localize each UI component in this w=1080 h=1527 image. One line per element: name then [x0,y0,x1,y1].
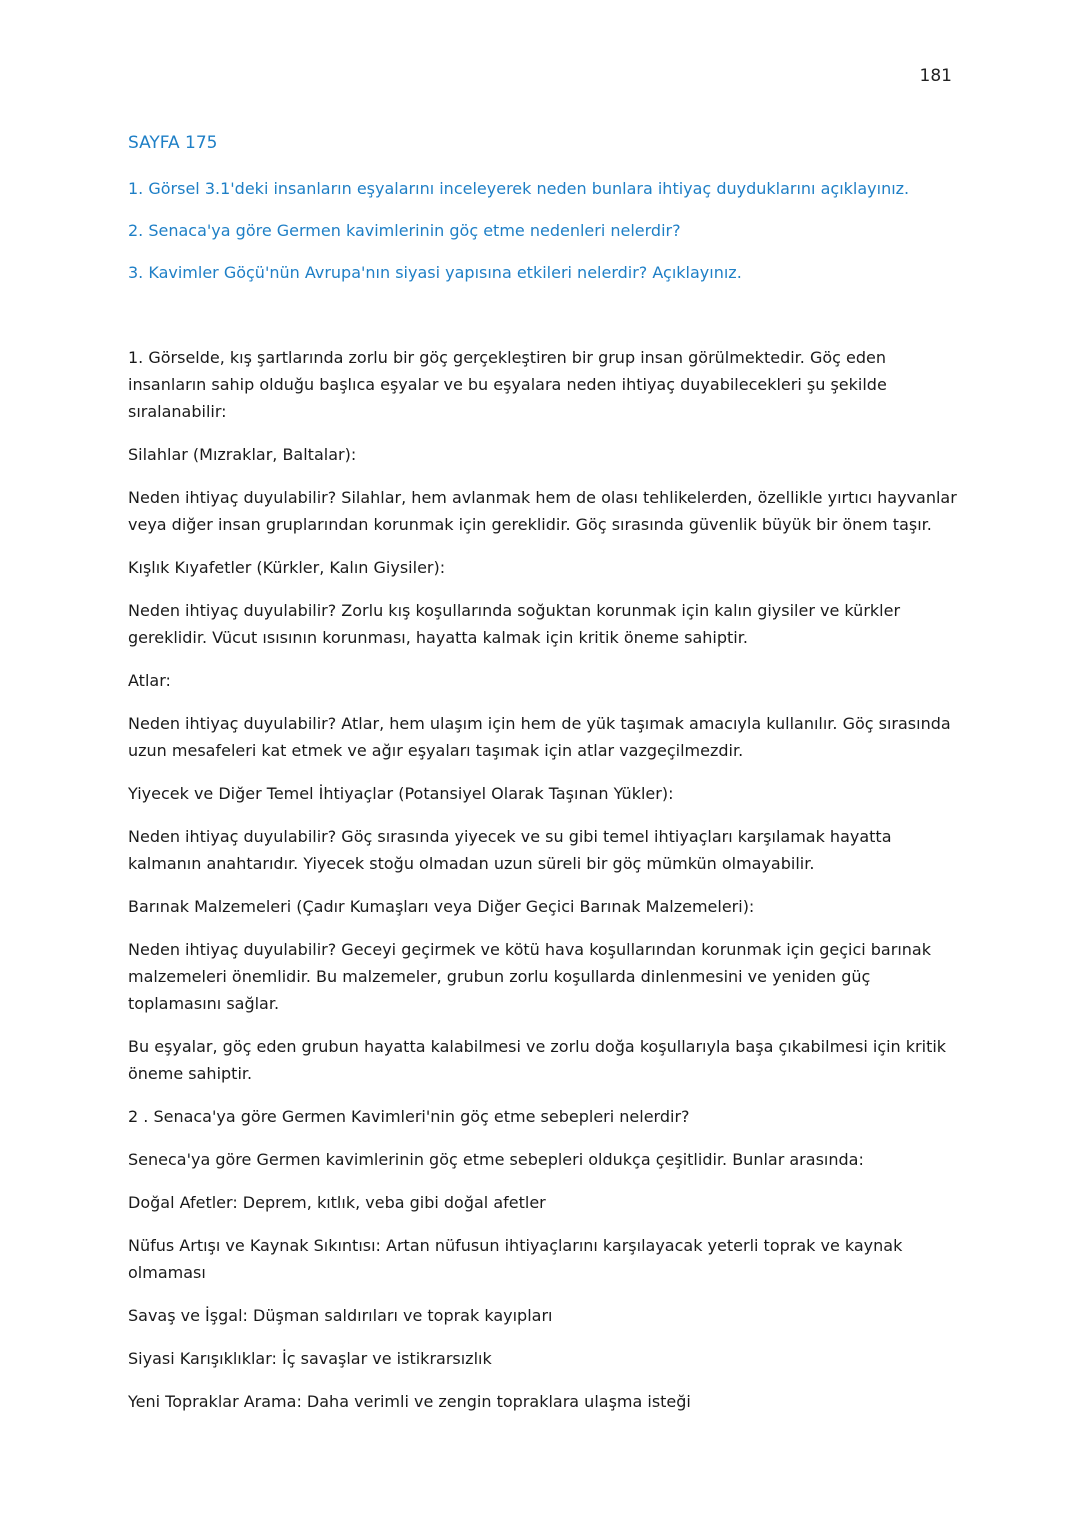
answer-2-question: 2 . Senaca'ya göre Germen Kavimleri'nin göç etme sebepleri nelerdir? [128,1107,690,1126]
item-explanation-shelter: Neden ihtiyaç duyulabilir? Geceyi geçirmek ve kötü hava koşullarından korunmak için geçici barınak malzemeleri önemlidir. Bu malzemeler, grubun zorlu koşullarda dinlenmesini ve yeniden güç toplamasını sağlar. [128,940,931,1013]
answer-2-intro: Seneca'ya göre Germen kavimlerinin göç etme sebepleri oldukça çeşitlidir. Bunlar arasında: [128,1150,864,1169]
reason-war-invasion: Savaş ve İşgal: Düşman saldırıları ve toprak kayıpları [128,1306,553,1325]
question-2: 2. Senaca'ya göre Germen kavimlerinin göç etme nedenleri nelerdir? [128,221,681,240]
item-heading-food: Yiyecek ve Diğer Temel İhtiyaçlar (Potansiyel Olarak Taşınan Yükler): [128,784,674,803]
page-number: 181 [919,66,952,86]
section-heading: SAYFA 175 [128,133,218,153]
answer-conclusion: Bu eşyalar, göç eden grubun hayatta kalabilmesi ve zorlu doğa koşullarıyla başa çıkabilmesi için kritik öneme sahiptir. [128,1037,947,1083]
item-heading-horses: Atlar: [128,671,171,690]
item-explanation-winter-clothes: Neden ihtiyaç duyulabilir? Zorlu kış koşullarında soğuktan korunmak için kalın giysiler ve kürkler gereklidir. Vücut ısısının korunması, hayatta kalmak için kritik öneme sahiptir. [128,601,901,647]
item-explanation-weapons: Neden ihtiyaç duyulabilir? Silahlar, hem avlanmak hem de olası tehlikelerden, özellikle yırtıcı hayvanlar veya diğer insan gruplarından korunmak için gereklidir. Göç sırasında güvenlik büyük bir önem taşır. [128,488,957,534]
item-explanation-food: Neden ihtiyaç duyulabilir? Göç sırasında yiyecek ve su gibi temel ihtiyaçları karşılamak hayatta kalmanın anahtarıdır. Yiyecek stoğu olmadan uzun süreli bir göç mümkün olmayabilir. [128,827,892,873]
item-heading-winter-clothes: Kışlık Kıyafetler (Kürkler, Kalın Giysiler): [128,558,446,577]
question-1: 1. Görsel 3.1'deki insanların eşyalarını inceleyerek neden bunlara ihtiyaç duyduklarını açıklayınız. [128,179,910,198]
item-explanation-horses: Neden ihtiyaç duyulabilir? Atlar, hem ulaşım için hem de yük taşımak amacıyla kullanılır. Göç sırasında uzun mesafeleri kat etmek ve ağır eşyaları taşımak için atlar vazgeçilmezdir. [128,714,951,760]
reason-population-growth: Nüfus Artışı ve Kaynak Sıkıntısı: Artan nüfusun ihtiyaçlarını karşılayacak yeterli toprak ve kaynak olmaması [128,1236,903,1282]
reason-natural-disasters: Doğal Afetler: Deprem, kıtlık, veba gibi doğal afetler [128,1193,546,1212]
item-heading-weapons: Silahlar (Mızraklar, Baltalar): [128,445,357,464]
answer-intro: 1. Görselde, kış şartlarında zorlu bir göç gerçekleştiren bir grup insan görülmektedir. Göç eden insanların sahip olduğu başlıca eşyalar ve bu eşyalara neden ihtiyaç duyabilecekleri şu şekilde sıralanabilir: [128,348,887,421]
question-3: 3. Kavimler Göçü'nün Avrupa'nın siyasi yapısına etkileri nelerdir? Açıklayınız. [128,263,742,282]
answers-section [128,344,958,1431]
item-heading-shelter: Barınak Malzemeleri (Çadır Kumaşları veya Diğer Geçici Barınak Malzemeleri): [128,897,755,916]
reason-political-turmoil: Siyasi Karışıklıklar: İç savaşlar ve istikrarsızlık [128,1349,492,1368]
questions-section [128,131,958,303]
reason-new-lands: Yeni Topraklar Arama: Daha verimli ve zengin topraklara ulaşma isteği [128,1392,691,1411]
